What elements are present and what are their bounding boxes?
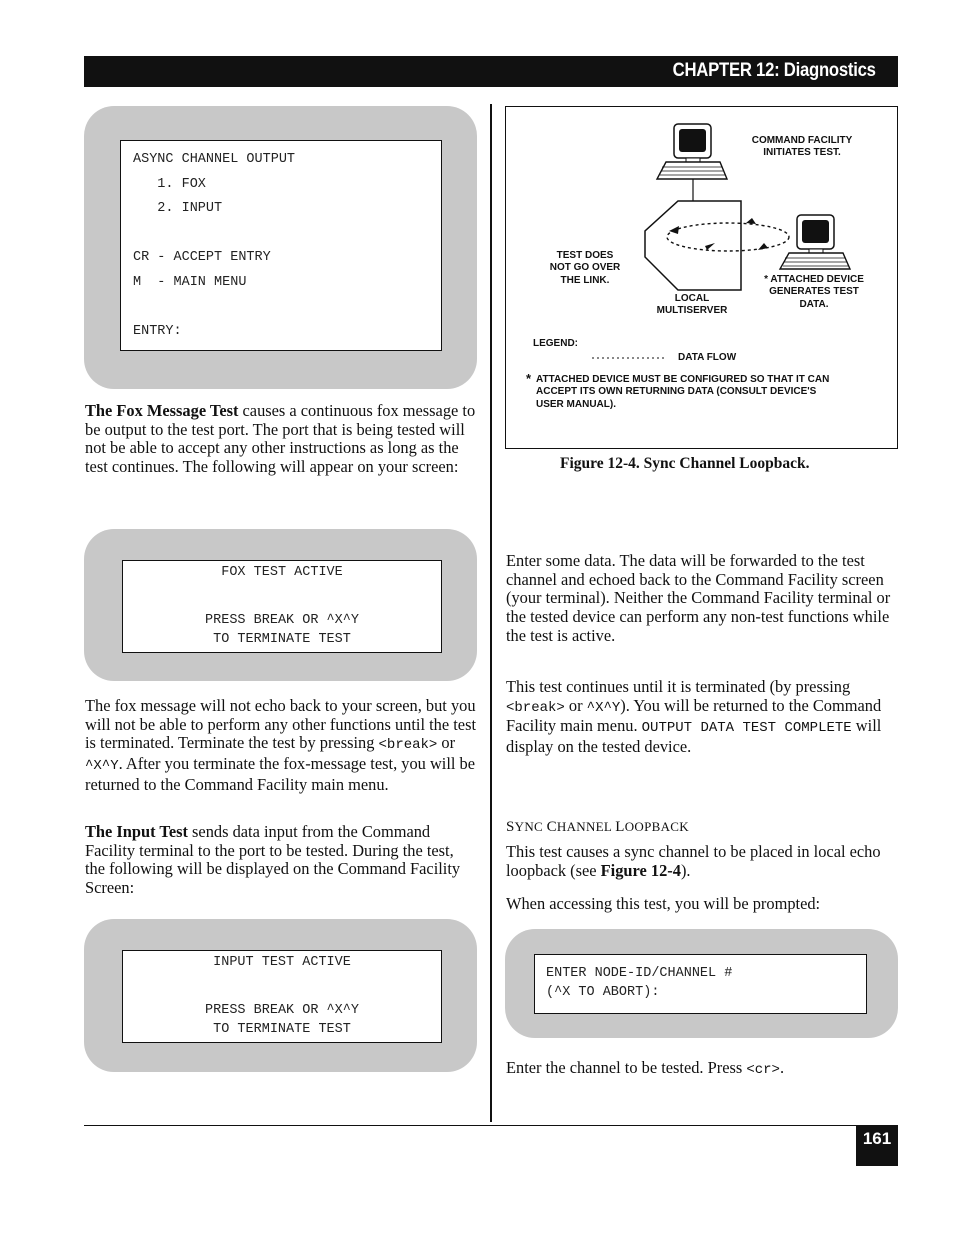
test-not-over-link-label [538, 250, 632, 287]
command-terminal-icon [657, 124, 727, 179]
fox-screen-panel [84, 529, 477, 681]
command-facility-label [742, 135, 862, 160]
sync-channel-loopback-heading [506, 819, 689, 836]
column-divider [490, 104, 492, 1122]
attached-device-icon [780, 215, 850, 269]
sync-loopback-paragraph [506, 843, 898, 880]
screen-line [123, 972, 441, 1001]
label-line: LOCAL [674, 293, 710, 304]
fox-message-text: causes a continuous fox message to be output to the test port. The port that is being tested will not be able to accept any other instructions as long as the test continues. The following will appear on your screen: [85, 401, 476, 477]
screen-line: (^X TO ABORT): [546, 985, 660, 1000]
label-line: NOT GO OVER [549, 262, 621, 274]
fox-echo-text: or [437, 733, 456, 753]
heading-part: S [506, 819, 515, 835]
sync-text: This test causes a sync channel to be placed in local echo loopback (see [506, 842, 881, 880]
ctrl-xy-code: ^X^Y [85, 758, 119, 775]
flow-arrow-icon [746, 218, 756, 224]
multiserver-label [642, 293, 742, 318]
screen-line [133, 224, 441, 249]
continues-text: ). You will be returned to the Command Facility main menu. [506, 695, 882, 736]
async-screen-panel [84, 106, 477, 389]
attached-device-label [752, 274, 876, 311]
fox-message-term: The Fox Message Test [85, 401, 239, 420]
figure-caption: Figure 12-4. Sync Channel Loopback. [560, 455, 810, 472]
screen-line: INPUT TEST ACTIVE [213, 955, 351, 970]
input-test-term: The Input Test [85, 822, 188, 841]
screen-line: ENTER NODE-ID/CHANNEL # [546, 966, 733, 981]
screen-line: FOX TEST ACTIVE [221, 565, 343, 580]
label-line: INITIATES TEST. [763, 147, 841, 159]
label-line: * ATTACHED DEVICE [764, 274, 864, 285]
continues-text: or [564, 695, 587, 715]
footer-rule [84, 1125, 898, 1126]
node-channel-prompt-screen [534, 954, 867, 1014]
screen-line: ENTRY: [133, 323, 182, 339]
fox-message-paragraph [85, 402, 477, 477]
fox-echo-paragraph [85, 697, 477, 795]
fox-test-screen [122, 560, 442, 653]
break-key-code: <break> [378, 737, 438, 754]
input-screen-panel [84, 919, 477, 1072]
screen-line: 1. FOX [133, 176, 206, 192]
legend-label: LEGEND: [533, 338, 578, 349]
enter-data-paragraph: Enter some data. The data will be forwarded to the test channel and echoed back to the Command Facility screen (your terminal). Neither the Command Facility terminal or the tested device can perform any non-test functions while the test is active. [506, 551, 891, 645]
flow-arrow-icon [758, 243, 768, 250]
fox-echo-text: . After you terminate the fox-message test, you will be returned to the Command Facility main menu. [85, 754, 476, 794]
sync-text: ). [680, 860, 691, 880]
async-channel-screen [120, 140, 442, 351]
footnote-star: * [526, 371, 532, 386]
screen-line: ASYNC CHANNEL OUTPUT [133, 152, 296, 167]
screen-line: PRESS BREAK OR ^X^Y [205, 613, 359, 628]
screen-line: 2. INPUT [133, 201, 223, 216]
screen-line: CR - ACCEPT ENTRY [133, 250, 271, 265]
label-line: MULTISERVER [656, 305, 728, 317]
output-complete-code: OUTPUT DATA TEST COMPLETE [641, 720, 852, 737]
label-line: GENERATES TEST [769, 286, 859, 298]
cr-key-code: <cr> [746, 1062, 780, 1078]
footnote-line: USER MANUAL). [536, 398, 616, 410]
screen-line: TO TERMINATE TEST [213, 1022, 351, 1037]
screen-line [133, 297, 441, 322]
label-line: DATA. [799, 298, 829, 310]
prompted-paragraph: When accessing this test, you will be prompted: [506, 894, 821, 913]
heading-part: YNC [514, 819, 544, 834]
ctrl-xy-code: ^X^Y [586, 699, 621, 716]
screen-line: PRESS BREAK OR ^X^Y [205, 1003, 359, 1018]
data-flow-label: DATA FLOW [678, 352, 737, 363]
chapter-header-bar [84, 56, 898, 87]
screen-line [123, 582, 441, 611]
input-test-screen [122, 950, 442, 1043]
input-test-text: sends data input from the Command Facility terminal to the port to be tested. During the test, the following will be displayed on the Command Facility Screen: [85, 822, 461, 898]
chapter-title: CHAPTER 12: Diagnostics [673, 60, 876, 81]
screen-line: TO TERMINATE TEST [213, 632, 351, 647]
enter-channel-paragraph [506, 1059, 898, 1080]
enter-channel-text: . [779, 1058, 785, 1077]
enter-channel-text: Enter the channel to be tested. Press [506, 1058, 747, 1077]
sync-loopback-figure [505, 106, 898, 449]
continues-text: will display on the tested device. [506, 716, 882, 757]
attached-device-footnote [536, 374, 886, 411]
test-continues-paragraph [506, 678, 898, 757]
footnote-line: ACCEPT ITS OWN RETURNING DATA (CONSULT DEVICE'S [536, 386, 817, 398]
continues-text: This test continues until it is terminated (by pressing [506, 677, 851, 696]
page-number: 161 [856, 1125, 898, 1166]
footnote-line: ATTACHED DEVICE MUST BE CONFIGURED SO THAT IT CAN [536, 374, 830, 385]
heading-part: L [615, 819, 625, 835]
heading-part: C [546, 819, 557, 835]
break-key-code: <break> [506, 699, 565, 716]
figure-reference: Figure 12-4 [600, 860, 681, 880]
label-line: COMMAND FACILITY [751, 135, 853, 146]
input-test-paragraph [85, 823, 477, 898]
fox-echo-text: The fox message will not echo back to your screen, but you will not be able to perform any other functions until the test is terminated. Terminate the test by pressing [85, 696, 477, 753]
heading-part: OOPBACK [624, 819, 689, 834]
screen-line: M - MAIN MENU [133, 274, 247, 290]
multiserver-icon [645, 201, 741, 290]
label-line: THE LINK. [560, 274, 610, 286]
heading-part: HANNEL [556, 819, 612, 834]
node-screen-panel [505, 929, 898, 1038]
label-line: TEST DOES [556, 250, 614, 261]
